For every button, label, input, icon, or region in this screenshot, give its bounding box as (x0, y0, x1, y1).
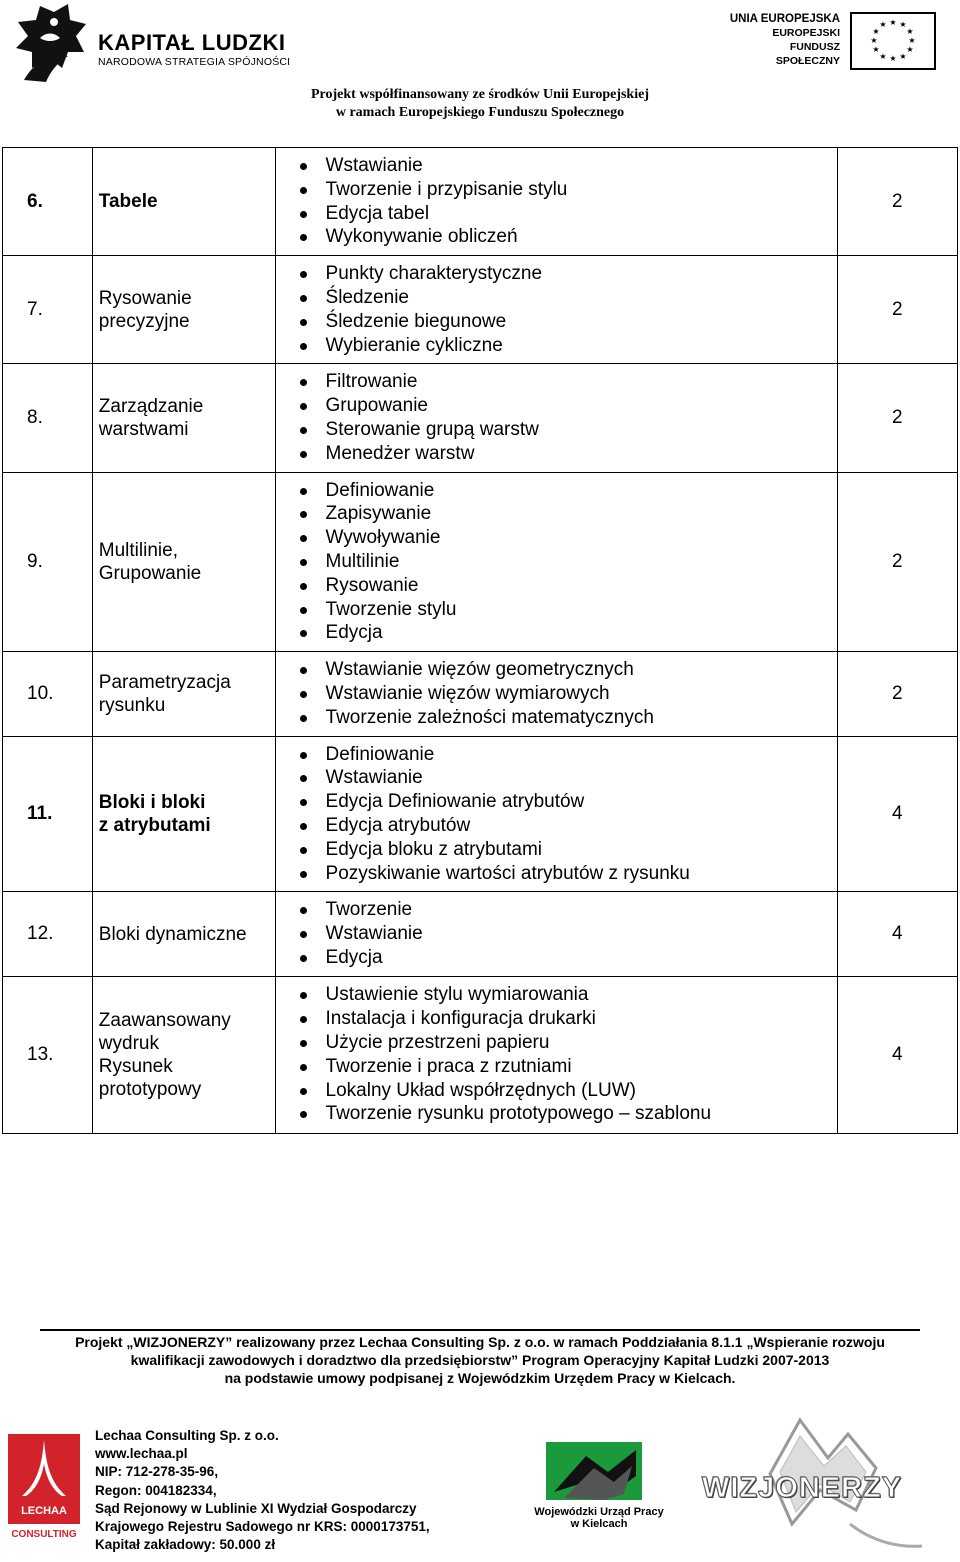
module-topics (275, 652, 837, 736)
wup-kielce-logo (524, 1442, 674, 1540)
module-number: 10. (3, 652, 93, 736)
module-title-line: Zarządzanie (98, 395, 204, 417)
svg-text:★: ★ (906, 27, 914, 36)
wup-name-line-1: Wojewódzki Urząd Pracy (534, 1506, 664, 1518)
topic-item: Tworzenie (300, 898, 837, 922)
topic-item: Punkty charakterystyczne (300, 262, 837, 286)
topic-item: Multilinie (300, 550, 837, 574)
svg-text:★: ★ (889, 18, 897, 27)
module-number: 6. (3, 148, 93, 256)
module-hours: 4 (837, 976, 957, 1133)
topic-list (276, 898, 837, 969)
module-row (3, 652, 958, 736)
eu-logo (726, 12, 936, 72)
project-note-line-2: kwalifikacji zawodowych i doradztwo dla przedsiębiorstw” Program Operacyjny Kapitał Ludzki 2007-2013 (130, 1352, 830, 1368)
topic-item: Wstawianie więzów wymiarowych (300, 682, 837, 706)
topic-list (276, 743, 837, 886)
topic-item: Tworzenie rysunku prototypowego – szablonu (300, 1102, 837, 1126)
company-line: Regon: 004182334, (95, 1482, 217, 1498)
module-title-line: z atrybutami (98, 814, 211, 836)
company-line: NIP: 712-278-35-96, (95, 1464, 219, 1480)
module-title-line: Grupowanie (98, 562, 202, 584)
topic-item: Edycja bloku z atrybutami (300, 838, 837, 862)
topic-list (276, 479, 837, 646)
kapital-ludzki-title: KAPITAŁ LUDZKI (98, 30, 286, 55)
topic-item: Edycja (300, 621, 837, 645)
module-title (92, 892, 275, 976)
module-row (3, 256, 958, 364)
topic-item: Zapisywanie (300, 502, 837, 526)
cofinancing-note (280, 86, 680, 122)
module-topics (275, 892, 837, 976)
topic-list (276, 262, 837, 357)
topic-list (276, 370, 837, 465)
module-number: 9. (3, 472, 93, 652)
topic-item: Tworzenie i praca z rzutniami (300, 1055, 837, 1079)
module-title (92, 256, 275, 364)
cofinancing-line-1: Projekt współfinansowany ze środków Unii Europejskiej (311, 87, 649, 102)
company-line: Lechaa Consulting Sp. z o.o. (95, 1428, 279, 1443)
module-number: 8. (3, 364, 93, 472)
topic-item: Edycja atrybutów (300, 814, 837, 838)
topic-list (276, 658, 837, 729)
topic-item: Lokalny Układ współrzędnych (LUW) (300, 1079, 837, 1103)
topic-item: Śledzenie biegunowe (300, 310, 837, 334)
module-number: 11. (3, 736, 93, 892)
topic-item: Instalacja i konfiguracja drukarki (300, 1007, 837, 1031)
wizjonerzy-logo (700, 1414, 940, 1554)
wizjonerzy-wordmark: WIZJONERZY (702, 1472, 903, 1504)
project-note-line-3: na podstawie umowy podpisanej z Wojewódzkim Urzędem Pracy w Kielcach. (224, 1370, 736, 1386)
module-title (92, 976, 275, 1133)
module-title-line: Tabele (98, 191, 158, 213)
module-row (3, 148, 958, 256)
topic-item: Rysowanie (300, 574, 837, 598)
module-title (92, 148, 275, 256)
topic-list (276, 154, 837, 249)
wup-emblem-icon (524, 1442, 674, 1506)
module-hours: 2 (837, 148, 957, 256)
topic-list (276, 983, 837, 1126)
topic-item: Wstawianie więzów geometrycznych (300, 658, 837, 682)
lechaa-consulting-logo (8, 1434, 80, 1542)
module-title-line: Rysunek (98, 1055, 173, 1077)
cofinancing-line-2: w ramach Europejskiego Funduszu Społecznego (335, 105, 625, 120)
module-title-line: Bloki i bloki (98, 791, 206, 813)
topic-item: Edycja (300, 946, 837, 970)
module-row (3, 472, 958, 652)
project-note (30, 1333, 930, 1387)
page-header (0, 0, 960, 125)
topic-item: Edycja tabel (300, 202, 837, 226)
course-modules-table (2, 147, 958, 1134)
module-hours: 2 (837, 472, 957, 652)
module-title-line: Zaawansowany (98, 1009, 231, 1031)
svg-text:★: ★ (872, 45, 880, 54)
module-number: 12. (3, 892, 93, 976)
svg-text:★: ★ (906, 45, 914, 54)
module-title-line: Multilinie, (98, 539, 178, 561)
topic-item: Wstawianie (300, 766, 837, 790)
topic-item: Wstawianie (300, 154, 837, 178)
svg-text:★: ★ (908, 36, 916, 45)
module-title-line: precyzyjne (98, 310, 190, 332)
footer-divider (40, 1329, 920, 1331)
topic-item: Wykonywanie obliczeń (300, 225, 837, 249)
lechaa-logo-text: LECHAA (21, 1505, 67, 1517)
module-title (92, 472, 275, 652)
svg-text:★: ★ (872, 27, 880, 36)
topic-item: Użycie przestrzeni papieru (300, 1031, 837, 1055)
company-website: www.lechaa.pl (95, 1446, 188, 1462)
topic-item: Definiowanie (300, 479, 837, 503)
module-title-line: warstwami (98, 418, 189, 440)
module-title-line: Rysowanie (98, 287, 192, 309)
svg-text:★: ★ (870, 36, 878, 45)
company-line: Kapitał zakładowy: 50.000 zł (95, 1537, 276, 1553)
topic-item: Pozyskiwanie wartości atrybutów z rysunku (300, 862, 837, 886)
topic-item: Wstawianie (300, 922, 837, 946)
topic-item: Wybieranie cykliczne (300, 334, 837, 358)
module-hours: 2 (837, 652, 957, 736)
eu-line-1: UNIA EUROPEJSKA (729, 13, 840, 25)
svg-text:★: ★ (879, 52, 887, 61)
topic-item: Menedżer warstw (300, 442, 837, 466)
company-details (95, 1427, 430, 1554)
module-row (3, 736, 958, 892)
topic-item: Śledzenie (300, 286, 837, 310)
topic-item: Tworzenie zależności matematycznych (300, 706, 837, 730)
eu-line-2: EUROPEJSKI (772, 27, 840, 39)
modules-table-body (3, 148, 958, 1134)
module-row (3, 892, 958, 976)
svg-text:★: ★ (879, 20, 887, 29)
eu-flag-icon (850, 12, 936, 70)
module-number: 13. (3, 976, 93, 1133)
topic-item: Tworzenie i przypisanie stylu (300, 178, 837, 202)
kapital-ludzki-logo (10, 2, 300, 84)
topic-item: Tworzenie stylu (300, 598, 837, 622)
kapital-ludzki-subtitle: NARODOWA STRATEGIA SPÓJNOŚCI (98, 56, 291, 68)
lechaa-logo-subtext: CONSULTING (11, 1529, 77, 1540)
module-hours: 2 (837, 256, 957, 364)
module-title (92, 364, 275, 472)
svg-text:★: ★ (889, 54, 897, 63)
project-note-line-1: Projekt „WIZJONERZY” realizowany przez Lechaa Consulting Sp. z o.o. w ramach Poddziałania 8.1.1 „Wspieranie rozwoju (75, 1334, 885, 1350)
module-title-line: rysunku (98, 694, 166, 716)
module-topics (275, 148, 837, 256)
company-line: Krajowego Rejestru Sadowego nr KRS: 0000173751, (95, 1519, 430, 1535)
svg-text:★: ★ (899, 20, 907, 29)
module-topics (275, 364, 837, 472)
topic-item: Ustawienie stylu wymiarowania (300, 983, 837, 1007)
module-title (92, 652, 275, 736)
topic-item: Sterowanie grupą warstw (300, 418, 837, 442)
wup-name-line-2: w Kielcach (570, 1518, 628, 1530)
module-topics (275, 472, 837, 652)
svg-text:★: ★ (899, 52, 907, 61)
topic-item: Definiowanie (300, 743, 837, 767)
company-line: Sąd Rejonowy w Lublinie XI Wydział Gospodarczy (95, 1500, 417, 1516)
module-topics (275, 736, 837, 892)
topic-item: Filtrowanie (300, 370, 837, 394)
topic-item: Wywoływanie (300, 526, 837, 550)
module-title-line: wydruk (98, 1032, 159, 1054)
module-topics (275, 976, 837, 1133)
topic-item: Edycja Definiowanie atrybutów (300, 790, 837, 814)
module-hours: 2 (837, 364, 957, 472)
module-title (92, 736, 275, 892)
module-topics (275, 256, 837, 364)
kapital-ludzki-star-icon (10, 2, 92, 84)
module-number: 7. (3, 256, 93, 364)
module-row (3, 976, 958, 1133)
module-title-line: Bloki dynamiczne (98, 923, 247, 945)
module-hours: 4 (837, 736, 957, 892)
module-title-line: Parametryzacja (98, 671, 231, 693)
module-hours: 4 (837, 892, 957, 976)
module-row (3, 364, 958, 472)
module-title-line: prototypowy (98, 1078, 202, 1100)
eu-line-3: FUNDUSZ SPOŁECZNY (775, 41, 840, 67)
topic-item: Grupowanie (300, 394, 837, 418)
